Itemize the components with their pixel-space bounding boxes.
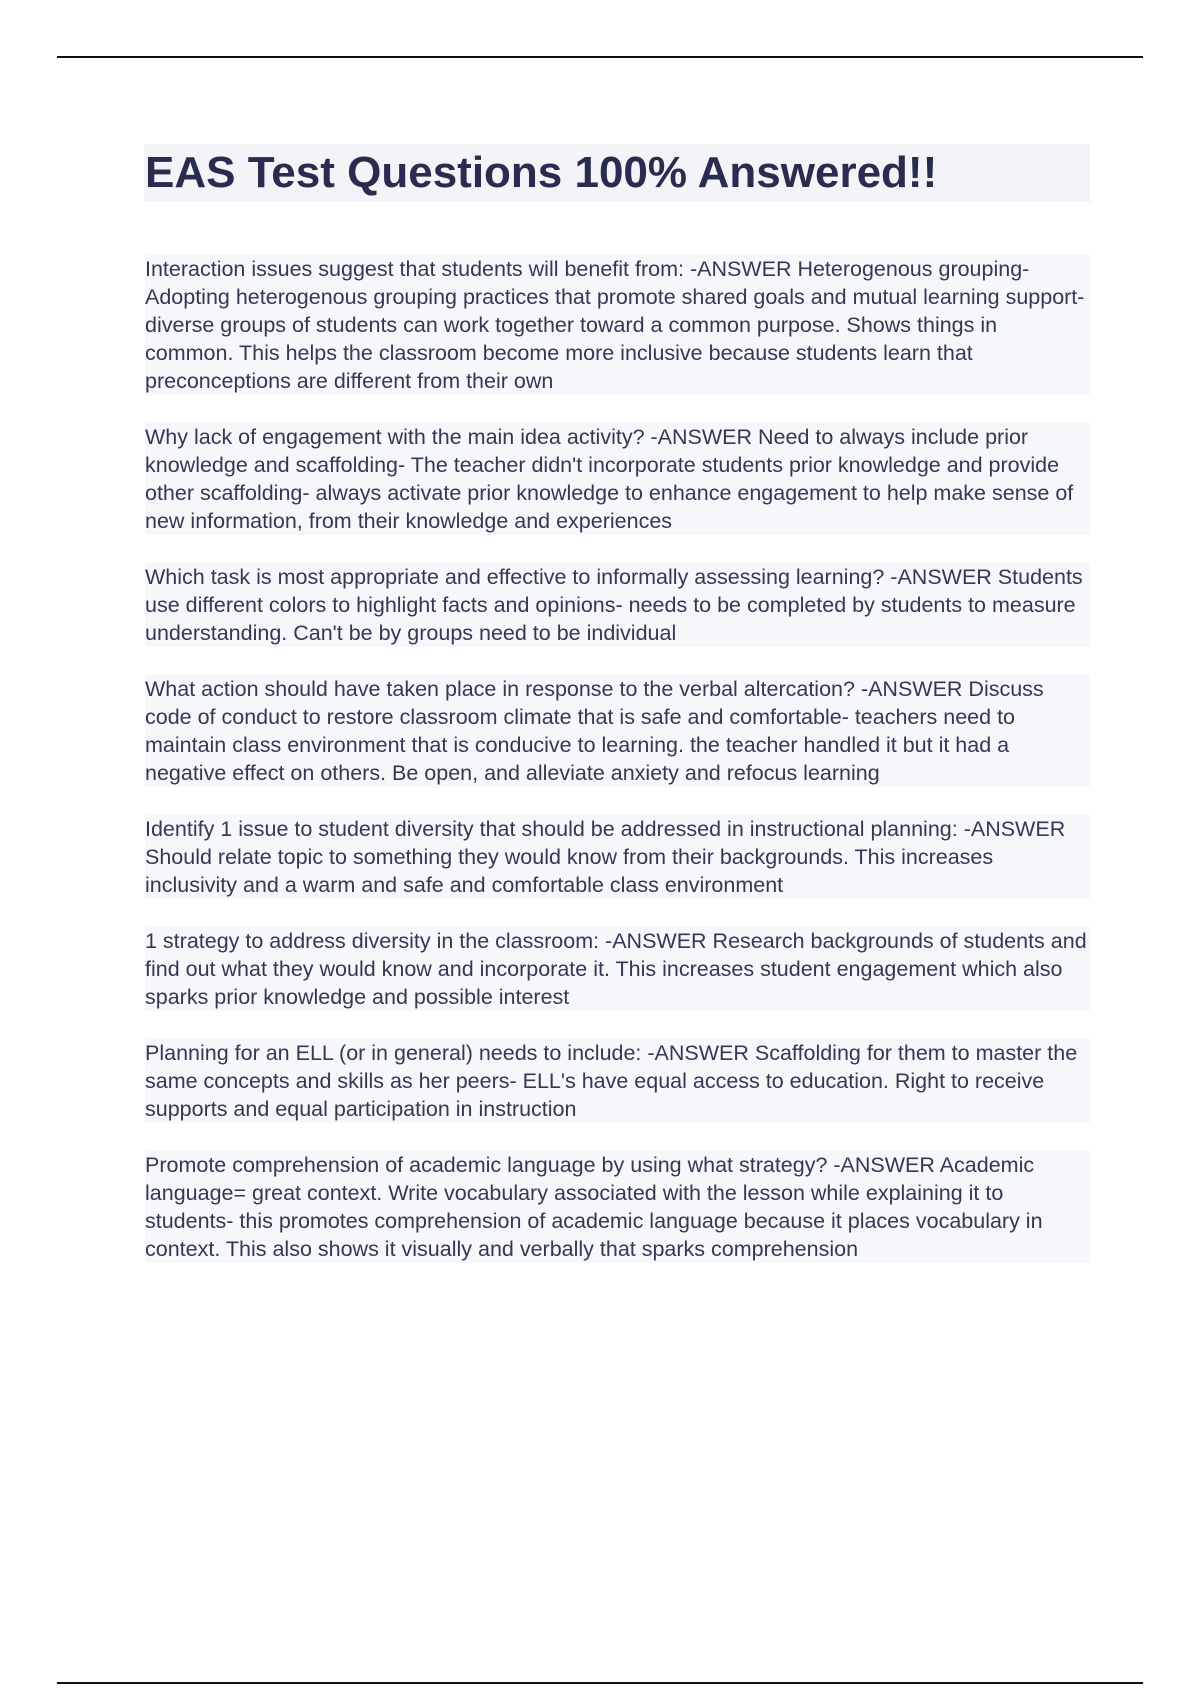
- qa-entry-7: Planning for an ELL (or in general) needs to include: -ANSWER Scaffolding for them to master the same concepts and skills as her peers- ELL's have equal access to education. Right to receive supports and equal participation in instruction: [145, 1039, 1090, 1123]
- qa-entry-3: Which task is most appropriate and effective to informally assessing learning? -ANSWER Students use different colors to highlight facts and opinions- needs to be completed by students to measure understanding. Can't be by groups need to be individual: [145, 563, 1090, 647]
- footer-rule: [57, 1682, 1143, 1684]
- page-title: EAS Test Questions 100% Answered!!: [145, 148, 938, 197]
- qa-list: [145, 255, 1090, 1291]
- qa-entry-1: Interaction issues suggest that students will benefit from: -ANSWER Heterogenous grouping- Adopting heterogenous grouping practices that promote shared goals and mutual learning support- diverse groups of students can work together toward a common purpose. Shows things in common. This helps the classroom become more inclusive because students learn that preconceptions are different from their own: [145, 255, 1090, 395]
- qa-entry-5: Identify 1 issue to student diversity that should be addressed in instructional planning: -ANSWER Should relate topic to something they would know from their backgrounds. This increases inclusivity and a warm and safe and comfortable class environment: [145, 815, 1090, 899]
- qa-entry-8: Promote comprehension of academic language by using what strategy? -ANSWER Academic language= great context. Write vocabulary associated with the lesson while explaining it to students- this promotes comprehension of academic language because it places vocabulary in context. This also shows it visually and verbally that sparks comprehension: [145, 1151, 1090, 1263]
- qa-entry-4: What action should have taken place in response to the verbal altercation? -ANSWER Discuss code of conduct to restore classroom climate that is safe and comfortable- teachers need to maintain class environment that is conducive to learning. the teacher handled it but it had a negative effect on others. Be open, and alleviate anxiety and refocus learning: [145, 675, 1090, 787]
- qa-entry-2: Why lack of engagement with the main idea activity? -ANSWER Need to always include prior knowledge and scaffolding- The teacher didn't incorporate students prior knowledge and provide other scaffolding- always activate prior knowledge to enhance engagement to help make sense of new information, from their knowledge and experiences: [145, 423, 1090, 535]
- qa-entry-6: 1 strategy to address diversity in the classroom: -ANSWER Research backgrounds of students and find out what they would know and incorporate it. This increases student engagement which also sparks prior knowledge and possible interest: [145, 927, 1090, 1011]
- header-rule: [57, 56, 1143, 58]
